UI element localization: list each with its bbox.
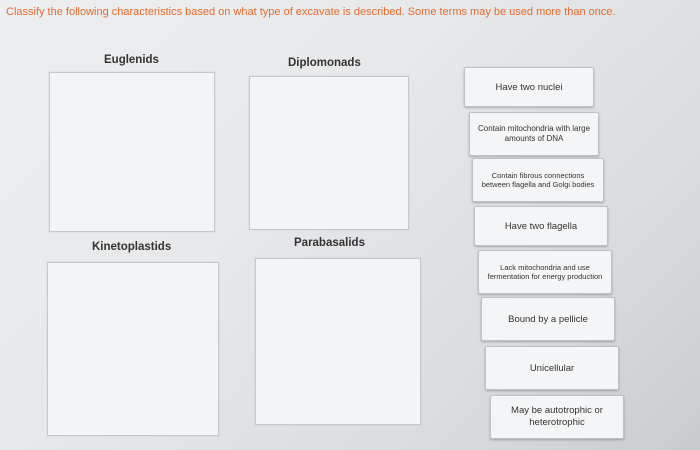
term-card-label: Contain mitochondria with large amounts of DNA (477, 124, 591, 143)
term-card[interactable] (469, 112, 599, 156)
drop-zone-kinetoplastids[interactable] (47, 262, 219, 436)
term-card-label: May be autotrophic or heterotrophic (511, 405, 603, 428)
instructions-text: Classify the following characteristics based on what type of excavate is described. Some terms may be used more than once. (6, 6, 616, 18)
term-card[interactable] (481, 297, 615, 341)
category-label-kinetoplastids: Kinetoplastids (92, 241, 172, 253)
drop-zone-euglenids[interactable] (49, 72, 215, 232)
term-card[interactable] (478, 250, 612, 294)
term-card-label: Lack mitochondria and use fermentation for energy production (487, 263, 603, 281)
category-label-parabasalids: Parabasalids (294, 237, 365, 249)
term-card-label: Unicellular (529, 362, 575, 374)
term-card[interactable] (464, 67, 594, 107)
term-card-label: Have two flagella (504, 220, 578, 232)
term-card-label: Bound by a pellicle (508, 313, 588, 325)
term-card[interactable] (485, 346, 619, 390)
drop-zone-diplomonads[interactable] (249, 76, 409, 230)
term-card[interactable] (474, 206, 608, 246)
term-card[interactable] (472, 158, 604, 202)
category-label-euglenids: Euglenids (104, 54, 159, 66)
drop-zone-parabasalids[interactable] (255, 258, 421, 425)
term-card-label: Contain fibrous connections between flagella and Golgi bodies (481, 171, 595, 189)
term-card[interactable] (490, 395, 624, 439)
term-card-label: Have two nuclei (495, 81, 563, 93)
category-label-diplomonads: Diplomonads (288, 57, 361, 69)
